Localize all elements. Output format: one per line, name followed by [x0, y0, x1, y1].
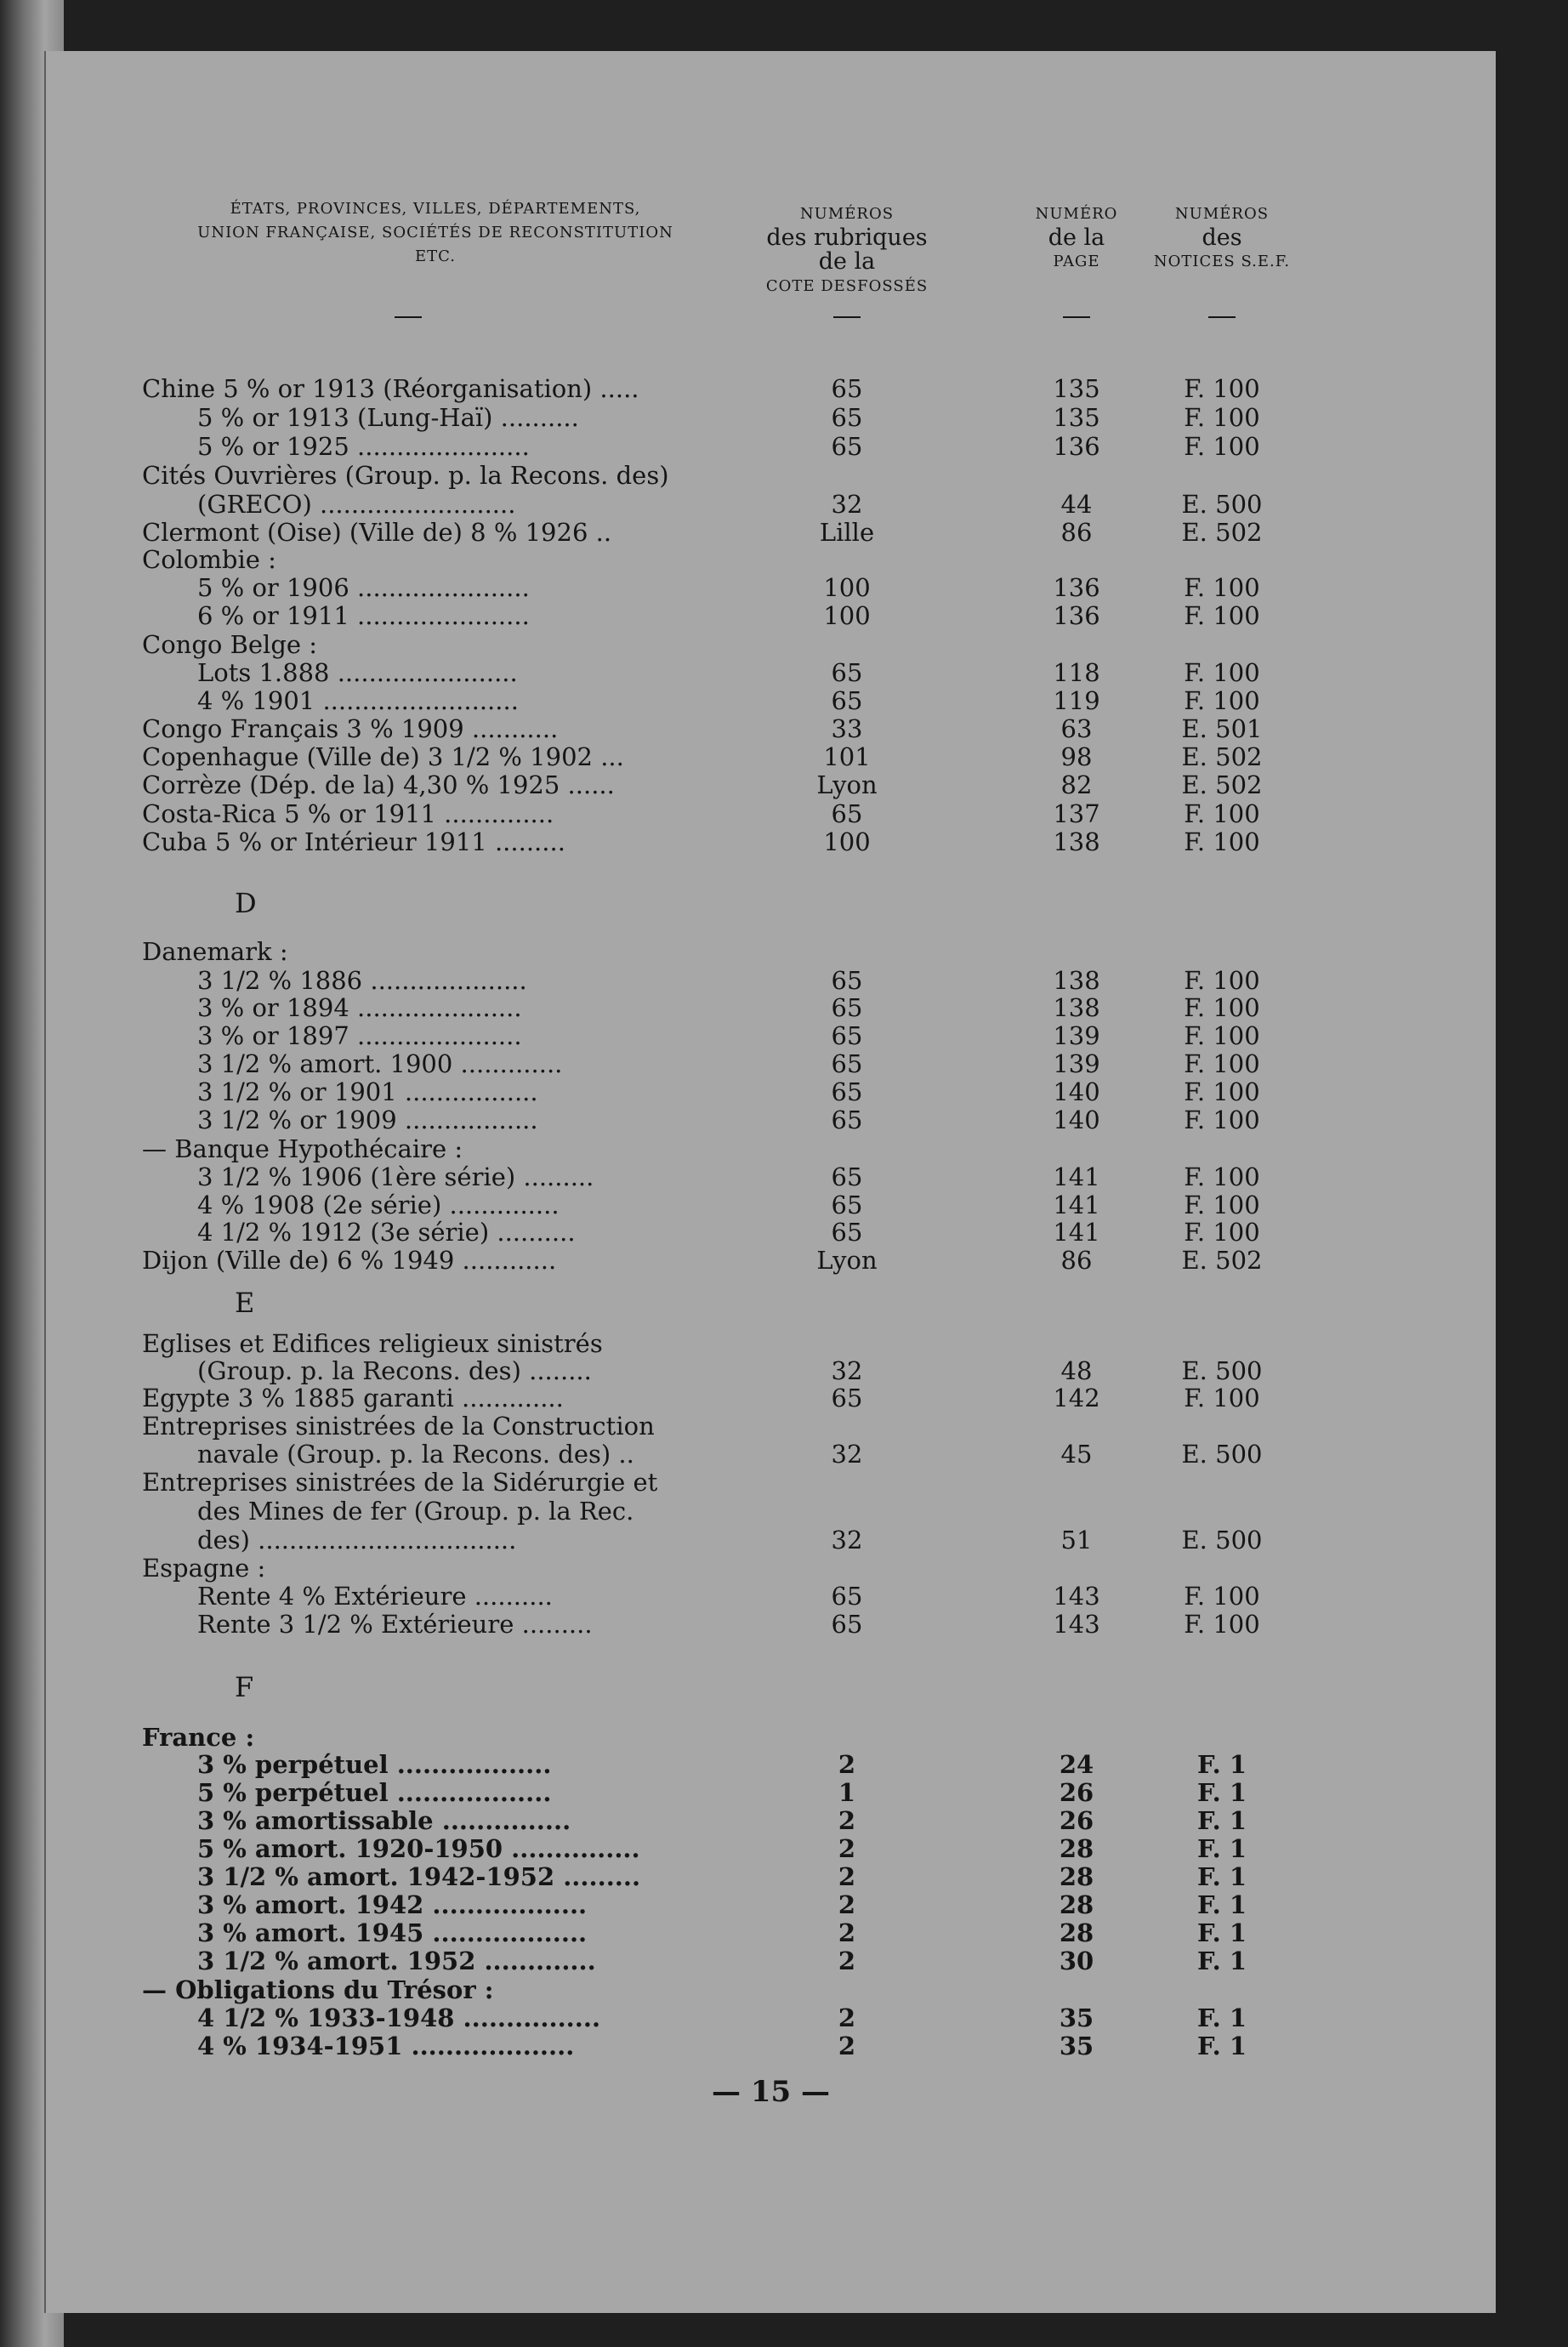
row-label: Eglises et Edifices religieux sinistrés	[142, 1329, 603, 1358]
row-label: (GRECO) .........................	[197, 490, 516, 519]
row-rubrique-number: 65	[831, 1582, 863, 1611]
row-label: des Mines de fer (Group. p. la Rec.	[197, 1497, 634, 1526]
row-label: 3 1/2 % amort. 1900 .............	[197, 1049, 563, 1078]
row-label: 3 1/2 % 1886 ....................	[197, 966, 527, 995]
table-row	[46, 1105, 1496, 1134]
row-label: Cités Ouvrières (Group. p. la Recons. des)	[142, 461, 669, 490]
table-row	[46, 1582, 1496, 1611]
table-row	[46, 630, 1496, 659]
header-entity-line-1: ÉTATS, PROVINCES, VILLES, DÉPARTEMENTS,	[230, 200, 641, 218]
row-label: 3 1/2 % amort. 1952 .............	[197, 1946, 596, 1975]
row-notice-number: F. 100	[1184, 601, 1260, 630]
section-letter-d: D	[235, 887, 257, 919]
row-rubrique-number: 65	[831, 658, 863, 687]
row-rubrique-number: 65	[831, 1077, 863, 1106]
row-rubrique-number: 2	[838, 1806, 856, 1835]
row-label: Chine 5 % or 1913 (Réorganisation) .....	[142, 374, 639, 403]
row-notice-number: F. 100	[1184, 1021, 1260, 1050]
row-notice-number: F. 100	[1184, 1105, 1260, 1134]
row-label: Egypte 3 % 1885 garanti .............	[142, 1384, 564, 1412]
row-label: navale (Group. p. la Recons. des) ..	[197, 1440, 634, 1469]
row-page-number: 44	[1060, 490, 1093, 519]
table-row	[46, 1554, 1496, 1583]
header-notice-line-1: NUMÉROS	[1174, 205, 1270, 223]
row-page-number: 138	[1053, 827, 1100, 856]
row-label: 5 % or 1906 ......................	[197, 573, 530, 602]
row-page-number: 140	[1053, 1105, 1100, 1134]
row-page-number: 141	[1053, 1218, 1100, 1247]
table-row	[46, 1750, 1496, 1779]
table-row	[46, 545, 1496, 574]
header-entity-line-2: UNION FRANÇAISE, SOCIÉTÉS DE RECONSTITUTION	[197, 223, 673, 242]
row-page-number: 30	[1059, 1946, 1094, 1975]
row-label: 3 % perpétuel ..................	[197, 1750, 552, 1779]
row-rubrique-number: 65	[831, 432, 863, 461]
row-page-number: 45	[1060, 1440, 1093, 1469]
row-label: 3 1/2 % or 1901 .................	[197, 1077, 538, 1106]
row-rubrique-number: 2	[838, 2032, 856, 2060]
row-notice-number: E. 500	[1181, 1440, 1263, 1469]
table-row	[46, 403, 1496, 432]
row-label: Cuba 5 % or Intérieur 1911 .........	[142, 827, 565, 856]
row-rubrique-number: 2	[838, 2003, 856, 2032]
row-notice-number: E. 502	[1181, 770, 1263, 799]
row-label: 4 1/2 % 1933-1948 ................	[197, 2003, 601, 2032]
row-notice-number: F. 100	[1184, 403, 1260, 432]
row-notice-number: F. 100	[1184, 1049, 1260, 1078]
row-page-number: 26	[1059, 1806, 1094, 1835]
row-notice-number: F. 100	[1184, 993, 1260, 1022]
row-rubrique-number: 32	[831, 490, 863, 519]
row-notice-number: F. 100	[1184, 1610, 1260, 1639]
row-notice-number: F. 100	[1184, 1077, 1260, 1106]
table-row	[46, 2032, 1496, 2060]
table-row	[46, 686, 1496, 715]
row-notice-number: F. 100	[1184, 1162, 1260, 1191]
row-notice-number: F. 1	[1196, 1806, 1247, 1835]
row-page-number: 119	[1053, 686, 1100, 715]
row-rubrique-number: 2	[838, 1834, 856, 1863]
table-row	[46, 1975, 1496, 2004]
row-label: 4 % 1934-1951 ...................	[197, 2032, 575, 2060]
header-rubrique-line-1: NUMÉROS	[799, 205, 895, 223]
table-row	[46, 742, 1496, 771]
row-label: France :	[142, 1723, 255, 1752]
row-page-number: 26	[1059, 1778, 1094, 1807]
row-rubrique-number: 32	[831, 1356, 863, 1385]
header-notice-line-2: des	[1202, 224, 1242, 251]
row-page-number: 82	[1060, 770, 1093, 799]
row-label: Corrèze (Dép. de la) 4,30 % 1925 ......	[142, 770, 615, 799]
row-page-number: 139	[1053, 1021, 1100, 1050]
table-row	[46, 1329, 1496, 1358]
row-rubrique-number: 65	[831, 993, 863, 1022]
row-page-number: 28	[1059, 1862, 1094, 1891]
row-page-number: 137	[1053, 799, 1100, 828]
row-label: Dijon (Ville de) 6 % 1949 ............	[142, 1246, 557, 1275]
row-notice-number: E. 502	[1181, 1246, 1263, 1275]
row-page-number: 141	[1053, 1191, 1100, 1219]
row-page-number: 98	[1060, 742, 1093, 771]
table-row	[46, 1723, 1496, 1752]
header-notice-line-3: NOTICES S.E.F.	[1153, 253, 1291, 271]
table-row	[46, 1526, 1496, 1554]
table-row	[46, 966, 1496, 995]
row-label: 4 % 1908 (2e série) ..............	[197, 1191, 560, 1219]
row-page-number: 136	[1053, 601, 1100, 630]
row-page-number: 135	[1053, 374, 1100, 403]
row-label: Copenhague (Ville de) 3 1/2 % 1902 ...	[142, 742, 624, 771]
table-row	[46, 1440, 1496, 1469]
row-notice-number: F. 1	[1196, 1750, 1247, 1779]
row-page-number: 28	[1059, 1834, 1094, 1863]
row-label: — Obligations du Trésor :	[142, 1975, 494, 2004]
row-notice-number: F. 100	[1184, 1582, 1260, 1611]
row-rubrique-number: 65	[831, 966, 863, 995]
entries-table	[46, 51, 1496, 2262]
header-entity-line-3: ETC.	[415, 247, 456, 265]
row-notice-number: E. 500	[1181, 1526, 1263, 1554]
row-notice-number: F. 100	[1184, 1384, 1260, 1412]
row-label: 4 1/2 % 1912 (3e série) ..........	[197, 1218, 576, 1247]
row-label: 3 1/2 % amort. 1942-1952 .........	[197, 1862, 641, 1891]
table-row	[46, 1862, 1496, 1891]
row-label: 5 % perpétuel ..................	[197, 1778, 552, 1807]
table-row	[46, 1468, 1496, 1497]
row-label: 6 % or 1911 ......................	[197, 601, 530, 630]
table-row	[46, 1946, 1496, 1975]
table-row	[46, 658, 1496, 687]
header-rubrique-line-2: des rubriques	[766, 224, 928, 251]
row-rubrique-number: 100	[823, 601, 871, 630]
row-page-number: 142	[1053, 1384, 1100, 1412]
row-page-number: 135	[1053, 403, 1100, 432]
table-row	[46, 1497, 1496, 1526]
row-notice-number: F. 100	[1184, 1191, 1260, 1219]
row-label: Entreprises sinistrées de la Construction	[142, 1412, 655, 1441]
row-label: 3 % or 1894 .....................	[197, 993, 522, 1022]
table-row	[46, 937, 1496, 966]
row-label: — Banque Hypothécaire :	[142, 1134, 463, 1163]
row-notice-number: F. 1	[1196, 1862, 1247, 1891]
table-row	[46, 1218, 1496, 1247]
row-label: 3 1/2 % 1906 (1ère série) .........	[197, 1162, 594, 1191]
row-label: Rente 4 % Extérieure ..........	[197, 1582, 553, 1611]
row-page-number: 35	[1059, 2003, 1094, 2032]
row-rubrique-number: 65	[831, 403, 863, 432]
book-page	[44, 51, 1496, 2313]
row-rubrique-number: 33	[831, 714, 863, 743]
row-rubrique-number: 2	[838, 1862, 856, 1891]
row-page-number: 28	[1059, 1918, 1094, 1947]
row-rubrique-number: 2	[838, 1946, 856, 1975]
row-notice-number: E. 501	[1181, 714, 1263, 743]
table-row	[46, 1834, 1496, 1863]
row-page-number: 51	[1060, 1526, 1093, 1554]
table-row	[46, 432, 1496, 461]
row-label: 5 % or 1925 ......................	[197, 432, 530, 461]
row-label: Congo Français 3 % 1909 ...........	[142, 714, 559, 743]
table-row	[46, 770, 1496, 799]
row-page-number: 48	[1060, 1356, 1093, 1385]
row-rubrique-number: 32	[831, 1440, 863, 1469]
row-label: 3 % amortissable ...............	[197, 1806, 571, 1835]
table-row	[46, 1806, 1496, 1835]
row-notice-number: F. 100	[1184, 686, 1260, 715]
header-page-line-1: NUMÉRO	[1035, 205, 1118, 223]
header-rubrique-line-4: COTE DESFOSSÉS	[765, 276, 929, 295]
row-page-number: 140	[1053, 1077, 1100, 1106]
row-rubrique-number: 100	[823, 827, 871, 856]
table-row	[46, 714, 1496, 743]
row-notice-number: F. 100	[1184, 658, 1260, 687]
row-page-number: 138	[1053, 966, 1100, 995]
table-row	[46, 601, 1496, 630]
row-page-number: 86	[1060, 518, 1093, 547]
row-notice-number: F. 1	[1196, 1834, 1247, 1863]
row-rubrique-number: Lyon	[816, 770, 878, 799]
table-row	[46, 490, 1496, 519]
row-label: 3 % amort. 1945 ..................	[197, 1918, 588, 1947]
table-row	[46, 518, 1496, 547]
row-label: Entreprises sinistrées de la Sidérurgie et	[142, 1468, 658, 1497]
row-label: (Group. p. la Recons. des) ........	[197, 1356, 592, 1385]
row-notice-number: F. 100	[1184, 799, 1260, 828]
row-notice-number: E. 500	[1181, 490, 1263, 519]
table-row	[46, 2003, 1496, 2032]
row-rubrique-number: 65	[831, 1021, 863, 1050]
row-label: des) .................................	[197, 1526, 517, 1554]
row-rubrique-number: Lille	[819, 518, 875, 547]
row-notice-number: F. 1	[1196, 2003, 1247, 2032]
table-row	[46, 461, 1496, 490]
row-page-number: 141	[1053, 1162, 1100, 1191]
row-page-number: 86	[1060, 1246, 1093, 1275]
table-row	[46, 993, 1496, 1022]
row-label: Danemark :	[142, 937, 288, 966]
row-label: 3 1/2 % or 1909 .................	[197, 1105, 538, 1134]
row-notice-number: F. 1	[1196, 1778, 1247, 1807]
table-row	[46, 1134, 1496, 1163]
row-label: Clermont (Oise) (Ville de) 8 % 1926 ..	[142, 518, 612, 547]
row-page-number: 24	[1059, 1750, 1094, 1779]
row-notice-number: F. 1	[1196, 2032, 1247, 2060]
table-row	[46, 799, 1496, 828]
row-notice-number: F. 100	[1184, 966, 1260, 995]
section-letter-e: E	[235, 1287, 255, 1319]
table-row	[46, 1021, 1496, 1050]
row-rubrique-number: 65	[831, 1191, 863, 1219]
row-rubrique-number: 2	[838, 1750, 856, 1779]
table-row	[46, 827, 1496, 856]
row-label: Lots 1.888 .......................	[197, 658, 518, 687]
table-row	[46, 1246, 1496, 1275]
table-row	[46, 1191, 1496, 1219]
row-label: 4 % 1901 .........................	[197, 686, 519, 715]
row-rubrique-number: 65	[831, 686, 863, 715]
row-notice-number: E. 502	[1181, 518, 1263, 547]
row-label: 3 % or 1897 .....................	[197, 1021, 522, 1050]
row-notice-number: E. 502	[1181, 742, 1263, 771]
row-rubrique-number: 100	[823, 573, 871, 602]
table-row	[46, 1162, 1496, 1191]
page-number: — 15 —	[712, 2075, 830, 2109]
row-label: 5 % amort. 1920-1950 ...............	[197, 1834, 640, 1863]
table-row	[46, 1918, 1496, 1947]
row-rubrique-number: 65	[831, 1384, 863, 1412]
row-notice-number: F. 100	[1184, 827, 1260, 856]
row-page-number: 143	[1053, 1610, 1100, 1639]
table-row	[46, 1778, 1496, 1807]
row-page-number: 138	[1053, 993, 1100, 1022]
table-row	[46, 1890, 1496, 1919]
row-rubrique-number: 65	[831, 1610, 863, 1639]
table-row	[46, 1077, 1496, 1106]
row-rubrique-number: 2	[838, 1890, 856, 1919]
row-rubrique-number: 2	[838, 1918, 856, 1947]
row-rubrique-number: 1	[838, 1778, 856, 1807]
row-notice-number: F. 100	[1184, 432, 1260, 461]
header-rubrique-line-3: de la	[818, 248, 876, 276]
table-row	[46, 573, 1496, 602]
row-label: Costa-Rica 5 % or 1911 ..............	[142, 799, 554, 828]
table-row	[46, 1356, 1496, 1385]
row-notice-number: F. 1	[1196, 1946, 1247, 1975]
row-notice-number: F. 1	[1196, 1890, 1247, 1919]
row-rubrique-number: 65	[831, 1162, 863, 1191]
row-page-number: 118	[1053, 658, 1100, 687]
row-page-number: 139	[1053, 1049, 1100, 1078]
table-row	[46, 374, 1496, 403]
row-label: Congo Belge :	[142, 630, 318, 659]
row-notice-number: F. 100	[1184, 1218, 1260, 1247]
table-row	[46, 1049, 1496, 1078]
header-page-line-2: de la	[1048, 224, 1105, 251]
row-page-number: 28	[1059, 1890, 1094, 1919]
row-page-number: 136	[1053, 432, 1100, 461]
row-notice-number: F. 100	[1184, 374, 1260, 403]
row-rubrique-number: Lyon	[816, 1246, 878, 1275]
row-label: Colombie :	[142, 545, 276, 574]
row-label: Rente 3 1/2 % Extérieure .........	[197, 1610, 593, 1639]
row-page-number: 136	[1053, 573, 1100, 602]
row-rubrique-number: 65	[831, 799, 863, 828]
row-page-number: 63	[1060, 714, 1093, 743]
table-row	[46, 1610, 1496, 1639]
row-rubrique-number: 65	[831, 374, 863, 403]
table-row	[46, 1412, 1496, 1441]
row-page-number: 143	[1053, 1582, 1100, 1611]
table-row	[46, 1384, 1496, 1412]
section-letter-f: F	[235, 1671, 254, 1703]
row-label: Espagne :	[142, 1554, 266, 1583]
row-rubrique-number: 32	[831, 1526, 863, 1554]
row-notice-number: E. 500	[1181, 1356, 1263, 1385]
row-notice-number: F. 1	[1196, 1918, 1247, 1947]
row-rubrique-number: 65	[831, 1218, 863, 1247]
row-rubrique-number: 101	[823, 742, 871, 771]
row-rubrique-number: 65	[831, 1105, 863, 1134]
header-page-line-3: PAGE	[1053, 253, 1100, 271]
row-rubrique-number: 65	[831, 1049, 863, 1078]
row-label: 5 % or 1913 (Lung-Haï) ..........	[197, 403, 579, 432]
row-label: 3 % amort. 1942 ..................	[197, 1890, 588, 1919]
row-page-number: 35	[1059, 2032, 1094, 2060]
row-notice-number: F. 100	[1184, 573, 1260, 602]
